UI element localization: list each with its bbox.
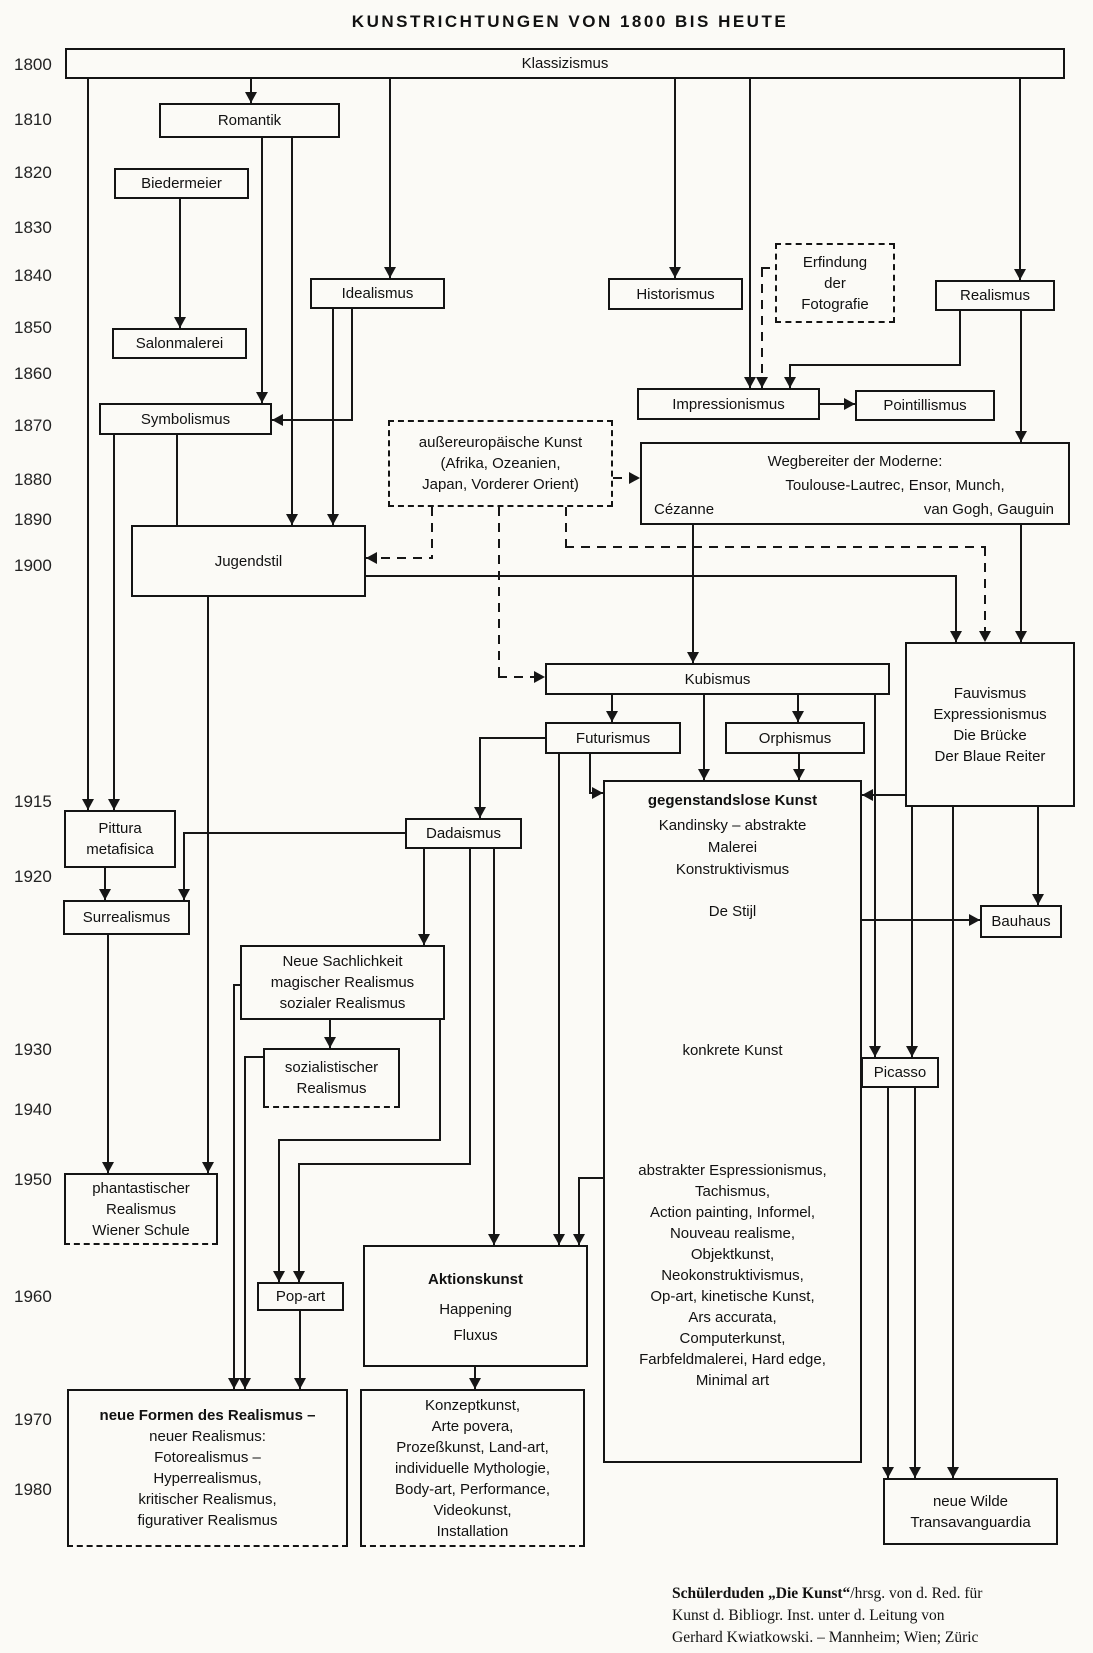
year-label-1840: 1840 bbox=[14, 266, 52, 285]
connector-line bbox=[493, 849, 495, 1246]
box-gegenstandslose-kunst-text: Konstruktivismus bbox=[675, 861, 790, 878]
connector-line bbox=[874, 695, 876, 1058]
connector-line bbox=[439, 1020, 441, 1141]
connector-line bbox=[278, 1139, 441, 1141]
connector-line bbox=[1037, 807, 1039, 906]
box-konzeptkunst-label: individuelle Mythologie, bbox=[394, 1459, 551, 1477]
connector-line bbox=[351, 309, 353, 421]
connector-line bbox=[674, 79, 676, 279]
arrowhead bbox=[418, 934, 430, 945]
arrowhead bbox=[488, 1234, 500, 1245]
connector-line bbox=[332, 309, 334, 526]
arrowhead bbox=[256, 392, 268, 403]
box-aktionskunst-text: Happening bbox=[439, 1301, 512, 1318]
box-wegbereiter-text: van Gogh, Gauguin bbox=[923, 501, 1054, 518]
box-historismus bbox=[608, 278, 743, 310]
box-gegenstandslose-kunst-text: Minimal art bbox=[695, 1372, 770, 1389]
connector-line bbox=[244, 1057, 246, 1390]
arrowhead bbox=[687, 652, 699, 663]
connector-line bbox=[565, 546, 986, 548]
box-neue-sachlichkeit-label: Neue Sachlichkeit bbox=[282, 953, 403, 970]
box-neue-formen-des-realismus-label: neuer Realismus: bbox=[149, 1428, 266, 1445]
box-picasso bbox=[861, 1057, 939, 1088]
arrowhead bbox=[327, 514, 339, 525]
box-neue-wilde bbox=[883, 1478, 1058, 1545]
arrowhead bbox=[272, 414, 283, 426]
box-impressionismus-label: Impressionismus bbox=[672, 395, 785, 413]
arrowhead bbox=[793, 769, 805, 780]
box-futurismus bbox=[545, 722, 681, 754]
page-title: KUNSTRICHTUNGEN VON 1800 BIS HEUTE bbox=[351, 12, 789, 31]
connector-line bbox=[176, 435, 178, 526]
year-label-1820: 1820 bbox=[14, 163, 52, 182]
box-romantik-label: Romantik bbox=[217, 112, 282, 129]
year-label-1920: 1920 bbox=[14, 867, 52, 886]
box-pointillismus-label: Pointillismus bbox=[883, 397, 967, 414]
arrowhead bbox=[102, 1162, 114, 1173]
connector-line bbox=[789, 364, 961, 366]
box-konzeptkunst-label: Videokunst, bbox=[433, 1501, 512, 1519]
box-aussereuropaeische-kunst-label: Japan, Vorderer Orient) bbox=[422, 476, 579, 493]
year-label-1850: 1850 bbox=[14, 318, 52, 337]
arrowhead bbox=[384, 267, 396, 278]
box-pop-art-label: Pop-art bbox=[275, 1288, 326, 1305]
connector-line bbox=[298, 1164, 300, 1283]
box-gegenstandslose-kunst-text: Nouveau realisme, bbox=[669, 1225, 796, 1242]
arrowhead bbox=[629, 472, 640, 484]
arrowhead bbox=[286, 514, 298, 525]
box-fauvismus-label: Expressionismus bbox=[933, 705, 1047, 723]
arrowhead bbox=[273, 1271, 285, 1282]
box-pittura-metafisica bbox=[64, 810, 176, 868]
box-konzeptkunst-label: Installation bbox=[436, 1522, 509, 1540]
box-konzeptkunst-label: Arte povera, bbox=[431, 1417, 514, 1435]
box-gegenstandslose-kunst-text: Tachismus, bbox=[694, 1183, 771, 1200]
box-salonmalerei-label: Salonmalerei bbox=[135, 335, 224, 352]
connector-line bbox=[749, 79, 751, 389]
box-gegenstandslose-kunst-text: Op-art, kinetische Kunst, bbox=[650, 1288, 815, 1305]
box-orphismus-label: Orphismus bbox=[758, 729, 832, 747]
arrowhead bbox=[293, 1271, 305, 1282]
year-label-1900: 1900 bbox=[14, 556, 52, 575]
box-surrealismus bbox=[63, 900, 190, 935]
arrowhead bbox=[1015, 631, 1027, 642]
year-label-1930: 1930 bbox=[14, 1040, 52, 1059]
box-dadaismus bbox=[405, 818, 522, 849]
box-neue-wilde-label: Transavanguardia bbox=[910, 1513, 1031, 1531]
box-kubismus bbox=[545, 663, 890, 695]
connector-line bbox=[271, 419, 353, 421]
box-sozialistischer-realismus bbox=[263, 1048, 400, 1108]
box-sozialistischer-realismus-label: Realismus bbox=[296, 1080, 367, 1097]
box-phantastischer-realismus-label: Wiener Schule bbox=[92, 1221, 190, 1239]
arrowhead bbox=[606, 711, 618, 722]
box-neue-sachlichkeit bbox=[240, 945, 445, 1020]
connector-line bbox=[278, 1140, 280, 1283]
arrowhead bbox=[862, 789, 873, 801]
arrowhead bbox=[947, 1467, 959, 1478]
arrowhead bbox=[906, 1046, 918, 1057]
connector-line bbox=[389, 79, 391, 279]
box-fotografie-label: der bbox=[824, 274, 846, 292]
year-label-1970: 1970 bbox=[14, 1410, 52, 1429]
box-neue-sachlichkeit-label: sozialer Realismus bbox=[279, 995, 406, 1012]
box-salonmalerei bbox=[112, 328, 247, 359]
box-phantastischer-realismus-label: Realismus bbox=[105, 1200, 177, 1218]
box-phantastischer-realismus-label: phantastischer bbox=[92, 1179, 190, 1197]
box-romantik bbox=[159, 103, 340, 138]
arrowhead bbox=[178, 889, 190, 900]
box-gegenstandslose-kunst-text: Objektkunst, bbox=[690, 1246, 775, 1263]
arrowhead bbox=[979, 631, 991, 642]
year-label-1830: 1830 bbox=[14, 218, 52, 237]
arrowhead bbox=[469, 1378, 481, 1389]
box-neue-formen-des-realismus bbox=[67, 1389, 348, 1547]
box-gegenstandslose-kunst-text: gegenstandslose Kunst bbox=[647, 792, 818, 809]
box-bauhaus-label: Bauhaus bbox=[991, 913, 1051, 930]
connector-line bbox=[1020, 311, 1022, 443]
box-idealismus bbox=[310, 278, 445, 309]
box-aktionskunst-text: Aktionskunst bbox=[427, 1271, 523, 1288]
box-konzeptkunst-label: Prozeßkunst, Land-art, bbox=[396, 1438, 549, 1456]
box-neue-formen-des-realismus-label: Fotorealismus – bbox=[154, 1449, 261, 1466]
arrowhead bbox=[756, 377, 768, 388]
connector-line bbox=[469, 849, 471, 1165]
box-neue-wilde-label: neue Wilde bbox=[932, 1492, 1009, 1510]
arrowhead bbox=[82, 799, 94, 810]
year-label-1950: 1950 bbox=[14, 1170, 52, 1189]
connector-line bbox=[565, 507, 567, 548]
arrowhead bbox=[909, 1467, 921, 1478]
box-aktionskunst-text: Fluxus bbox=[453, 1327, 498, 1344]
arrowhead bbox=[324, 1037, 336, 1048]
box-fauvismus-label: Fauvismus bbox=[953, 684, 1027, 702]
arrowhead bbox=[1014, 269, 1026, 280]
arrowhead bbox=[969, 914, 980, 926]
arrowhead bbox=[744, 377, 756, 388]
box-neue-formen-des-realismus-label: Hyperrealismus, bbox=[153, 1470, 262, 1487]
citation-line2: Kunst d. Bibliogr. Inst. unter d. Leitung von bbox=[672, 1607, 945, 1624]
box-bauhaus bbox=[980, 905, 1062, 938]
box-historismus-label: Historismus bbox=[636, 285, 715, 303]
year-label-1860: 1860 bbox=[14, 364, 52, 383]
box-symbolismus bbox=[99, 403, 272, 435]
connector-line bbox=[1019, 79, 1021, 281]
box-neue-formen-des-realismus-label: figurativer Realismus bbox=[137, 1512, 278, 1529]
box-futurismus-label: Futurismus bbox=[575, 729, 651, 747]
box-gegenstandslose-kunst bbox=[603, 780, 862, 1463]
connector-line bbox=[692, 525, 694, 664]
year-label-1800: 1800 bbox=[14, 55, 52, 74]
year-label-1940: 1940 bbox=[14, 1100, 52, 1119]
box-fauvismus-label: Der Blaue Reiter bbox=[934, 747, 1046, 765]
box-konzeptkunst bbox=[360, 1389, 585, 1547]
box-dadaismus-label: Dadaismus bbox=[425, 825, 502, 842]
arrowhead bbox=[108, 799, 120, 810]
connector-line bbox=[914, 1088, 916, 1479]
arrowhead bbox=[792, 711, 804, 722]
box-kubismus-label: Kubismus bbox=[684, 670, 751, 688]
citation-line3: Gerhard Kwiatkowski. – Mannheim; Wien; Züric bbox=[672, 1629, 979, 1646]
connector-line bbox=[959, 311, 961, 366]
box-biedermeier-label: Biedermeier bbox=[141, 175, 222, 192]
box-gegenstandslose-kunst-text: konkrete Kunst bbox=[682, 1042, 783, 1059]
connector-line bbox=[207, 597, 209, 1174]
box-aussereuropaeische-kunst-label: (Afrika, Ozeanien, bbox=[440, 455, 561, 472]
box-idealismus-label: Idealismus bbox=[341, 285, 414, 302]
connector-line bbox=[261, 138, 263, 404]
connector-line bbox=[578, 1177, 604, 1179]
connector-line bbox=[244, 1056, 264, 1058]
box-klassizismus-label: Klassizismus bbox=[521, 55, 609, 72]
box-jugendstil-label: Jugendstil bbox=[214, 552, 283, 570]
box-pop-art bbox=[257, 1282, 344, 1311]
arrowhead bbox=[474, 807, 486, 818]
box-gegenstandslose-kunst-text: Computerkunst, bbox=[679, 1330, 786, 1347]
box-pointillismus bbox=[855, 390, 995, 421]
box-symbolismus-label: Symbolismus bbox=[140, 410, 231, 428]
box-fauvismus-label: Die Brücke bbox=[953, 726, 1027, 744]
box-gegenstandslose-kunst-text: Malerei bbox=[707, 839, 758, 856]
connector-line bbox=[179, 199, 181, 329]
box-gegenstandslose-kunst-text: Farbfeldmalerei, Hard edge, bbox=[639, 1351, 826, 1368]
box-klassizismus bbox=[65, 48, 1065, 79]
citation: Schülerduden „Die Kunst“/hrsg. von d. Red. für Kunst d. Bibliogr. Inst. unter d. Leitung von Gerhard Kwiatkowski. – Mannheim; Wien; Züric bbox=[672, 1585, 983, 1646]
box-fotografie bbox=[775, 243, 895, 323]
arrowhead bbox=[534, 671, 545, 683]
box-aussereuropaeische-kunst bbox=[388, 420, 613, 507]
box-realismus-label: Realismus bbox=[959, 287, 1031, 304]
arrowhead bbox=[882, 1467, 894, 1478]
year-label-1810: 1810 bbox=[14, 110, 52, 129]
connector-line bbox=[87, 79, 89, 811]
connector-line bbox=[298, 1163, 471, 1165]
box-picasso-label: Picasso bbox=[873, 1064, 927, 1081]
connector-line bbox=[589, 754, 591, 794]
box-neue-sachlichkeit-label: magischer Realismus bbox=[270, 974, 415, 991]
box-gegenstandslose-kunst-text: Kandinsky – abstrakte bbox=[658, 817, 807, 834]
connector-line bbox=[233, 985, 235, 1390]
connector-line bbox=[365, 575, 957, 577]
connector-line bbox=[479, 737, 546, 739]
arrowhead bbox=[844, 398, 855, 410]
connector-line bbox=[1020, 525, 1022, 643]
connector-line bbox=[498, 507, 500, 678]
box-aussereuropaeische-kunst-label: außereuropäische Kunst bbox=[418, 434, 583, 451]
year-label-1880: 1880 bbox=[14, 470, 52, 489]
box-gegenstandslose-kunst-text: Ars accurata, bbox=[688, 1309, 777, 1326]
arrowhead bbox=[592, 787, 603, 799]
arrowhead bbox=[174, 317, 186, 328]
box-wegbereiter-text: Wegbereiter der Moderne: bbox=[767, 453, 943, 470]
arrowhead bbox=[950, 631, 962, 642]
arrowhead bbox=[573, 1234, 585, 1245]
box-konzeptkunst-label: Konzeptkunst, bbox=[424, 1396, 521, 1414]
year-label-1980: 1980 bbox=[14, 1480, 52, 1499]
connector-line bbox=[113, 435, 115, 811]
connector-line bbox=[952, 807, 954, 1479]
connector-line bbox=[761, 267, 776, 269]
arrowhead bbox=[698, 769, 710, 780]
box-gegenstandslose-kunst-text: De Stijl bbox=[708, 903, 757, 920]
connector-line bbox=[861, 919, 981, 921]
box-realismus bbox=[935, 280, 1055, 311]
connector-line bbox=[183, 832, 406, 834]
arrowhead bbox=[239, 1378, 251, 1389]
connector-line bbox=[423, 849, 425, 946]
box-pittura-metafisica-label: metafisica bbox=[86, 841, 154, 858]
box-neue-formen-des-realismus-label: kritischer Realismus, bbox=[138, 1491, 277, 1508]
box-orphismus bbox=[725, 722, 865, 754]
connector-line bbox=[984, 547, 986, 643]
year-label-1870: 1870 bbox=[14, 416, 52, 435]
arrowhead bbox=[366, 552, 377, 564]
box-pittura-metafisica-label: Pittura bbox=[98, 820, 142, 837]
box-biedermeier bbox=[114, 168, 249, 199]
box-impressionismus bbox=[637, 388, 820, 420]
box-surrealismus-label: Surrealismus bbox=[82, 909, 171, 926]
box-fotografie-label: Erfindung bbox=[802, 253, 868, 271]
citation-source: Schülerduden „Die Kunst“ bbox=[672, 1585, 851, 1602]
arrowhead bbox=[1032, 894, 1044, 905]
connector-line bbox=[558, 754, 560, 1246]
year-label-1915: 1915 bbox=[14, 792, 52, 811]
box-gegenstandslose-kunst-text: abstrakter Espressionismus, bbox=[638, 1162, 827, 1179]
arrowhead bbox=[99, 889, 111, 900]
box-jugendstil bbox=[131, 525, 366, 597]
box-sozialistischer-realismus-label: sozialistischer bbox=[284, 1059, 379, 1076]
box-konzeptkunst-label: Body-art, Performance, bbox=[394, 1480, 551, 1498]
box-gegenstandslose-kunst-text: Neokonstruktivismus, bbox=[661, 1267, 804, 1284]
arrowhead bbox=[202, 1162, 214, 1173]
box-phantastischer-realismus bbox=[64, 1173, 218, 1245]
year-label-1890: 1890 bbox=[14, 510, 52, 529]
arrowhead bbox=[1015, 431, 1027, 442]
arrowhead bbox=[245, 92, 257, 103]
arrowhead bbox=[553, 1234, 565, 1245]
connector-line bbox=[911, 807, 913, 1058]
box-fotografie-label: Fotografie bbox=[801, 295, 869, 313]
connector-line bbox=[761, 268, 763, 389]
box-gegenstandslose-kunst-text: Action painting, Informel, bbox=[649, 1204, 816, 1221]
box-fauvismus bbox=[905, 642, 1075, 807]
box-wegbereiter-text: Toulouse-Lautrec, Ensor, Munch, bbox=[785, 477, 1005, 494]
arrowhead bbox=[294, 1378, 306, 1389]
connector-line bbox=[887, 1088, 889, 1479]
box-aktionskunst bbox=[363, 1245, 588, 1367]
connector-line bbox=[107, 935, 109, 1174]
box-wegbereiter-text: Cézanne bbox=[654, 501, 715, 518]
arrowhead bbox=[784, 377, 796, 388]
connector-line bbox=[291, 138, 293, 526]
year-label-1960: 1960 bbox=[14, 1287, 52, 1306]
arrowhead bbox=[669, 267, 681, 278]
connector-line bbox=[431, 507, 433, 559]
box-neue-formen-des-realismus-label: neue Formen des Realismus – bbox=[99, 1407, 316, 1424]
box-wegbereiter bbox=[640, 442, 1070, 525]
arrowhead bbox=[869, 1046, 881, 1057]
